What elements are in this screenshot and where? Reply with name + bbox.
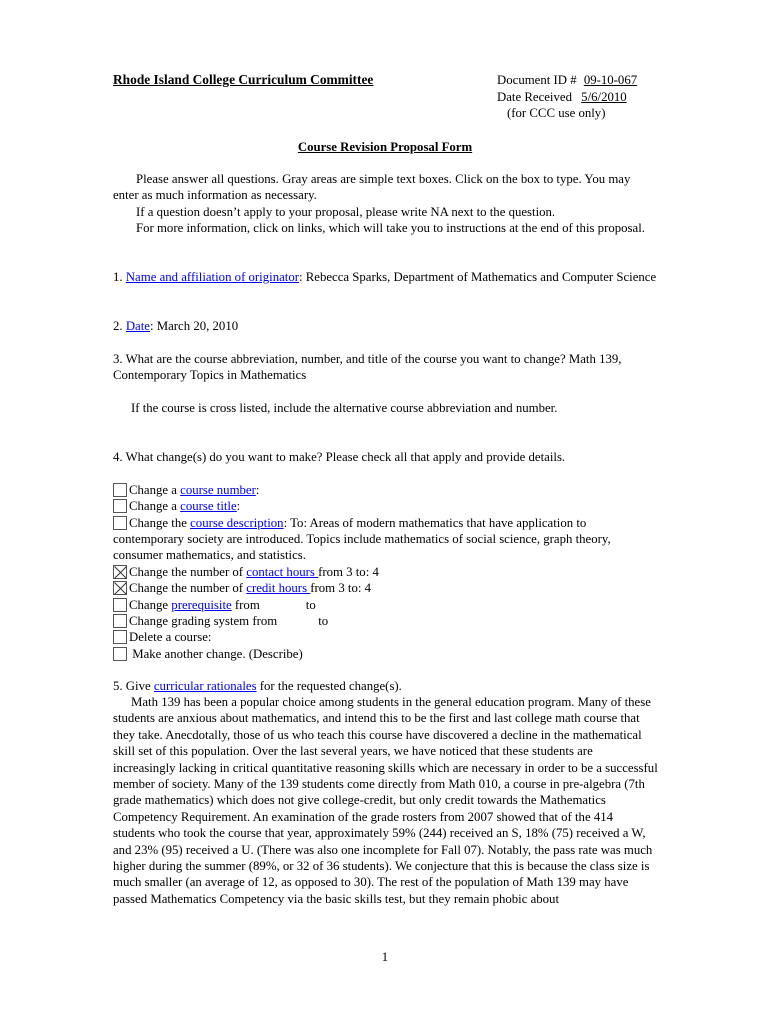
change-contact-hours-row [113,564,673,580]
change-prerequisite-label: Change [129,598,172,612]
ccc-use-note: (for CCC use only) [507,106,606,120]
q5-suffix: for the requested change(s). [256,679,402,693]
course-description-link[interactable]: course description [190,516,284,530]
q2-number: 2. [113,319,123,333]
course-description-continued[interactable]: contemporary society are introduced. Topics include mathematics of social science, graph theory, consumer mathematics, and statistics. [113,532,611,563]
course-number-link[interactable]: course number [180,483,256,497]
intro-instructions: Please answer all questions. Gray areas are simple text boxes. Click on the box to type. You may enter as much information as necessary. [113,172,631,203]
change-contact-hours-label: Change the number of [129,565,247,579]
intro-na-note: If a question doesn’t apply to your proposal, please write NA next to the question. [136,205,556,219]
course-title-link[interactable]: course title [180,499,237,513]
change-contact-hours-checkbox[interactable] [113,565,127,579]
date-answer[interactable]: : March 20, 2010 [149,319,239,333]
change-description-answer[interactable]: : To: Areas of modern mathematics that have application to [283,516,587,530]
date-received-value[interactable]: 5/6/2010 [581,90,627,104]
change-prerequisite-checkbox[interactable] [113,598,127,612]
change-prerequisite-row [113,597,673,613]
change-course-title-row [113,498,673,514]
document-id-label: Document ID # [497,73,577,87]
change-course-description-checkbox[interactable] [113,516,127,530]
document-id-line [497,72,637,88]
question-4: 4. What change(s) do you want to make? Please check all that apply and provide details. [113,450,566,464]
page-number: 1 [381,950,389,964]
change-course-number-checkbox[interactable] [113,483,127,497]
q5-prefix: 5. Give [113,679,154,693]
prerequisite-from-label: from [231,598,260,612]
change-number-label: Change a [129,483,181,497]
rationale-answer[interactable]: Math 139 has been a popular choice among students in the general education program. Many of these students are anxious about mathematics, and intend this to be the first and last college math course that they take. Anecdotally, those of us who teach this course have discovered a decline in the mathematical skill set of this population. Over the last several years, we have noticed that these students are increasingly lacking in critical quantitative reasoning skills which are necessary in order to be a successful member of society. Many of the 139 students come directly from Math 010, a course in pre-algebra (7th grade mathematics) which does not give college-credit, but only credit towards the Mathematics Competency Requirement. An examination of the grade rosters from 2007 showed that of the 414 students who took the course that year, approximately 59% (244) received an S, 18% (75) received a W, and 23% (95) received a U. (There was also one incomplete for Fall 07). Notably, the pass rate was much higher during the summer (89%, or 32 of 36 students). We conjecture that this is because the class size is much smaller (an average of 12, as opposed to 30). The rest of the population of Math 139 may have passed Mathematics Competency via the basic skills test, but they remain phobic about [113,695,658,906]
committee-heading [113,72,373,88]
change-course-number-row [113,482,673,498]
other-change-row [113,646,673,662]
cross-listed-note: If the course is cross listed, include the alternative course abbreviation and number. [131,401,558,415]
credit-hours-answer[interactable]: from 3 to: 4 [310,581,372,595]
change-grading-label: Change grading system from [129,614,278,628]
change-credit-hours-label: Change the number of [129,581,247,595]
change-title-label: Change a [129,499,181,513]
curricular-rationales-link[interactable]: curricular rationales [153,679,257,693]
document-id-value[interactable]: 09-10-067 [583,73,638,87]
change-credit-hours-checkbox[interactable] [113,581,127,595]
other-change-label: Make another change. (Describe) [129,647,303,661]
originator-link[interactable]: Name and affiliation of originator [125,270,299,284]
change-course-description-row [113,515,673,531]
question-5 [113,678,658,694]
date-received-label: Date Received [497,90,572,104]
question-3: 3. What are the course abbreviation, number, and title of the course you want to change? Math 139, Contemporary Topics in Mathematics [113,352,622,383]
change-title-colon: : [236,499,241,513]
contact-hours-link[interactable]: contact hours [246,565,319,579]
prerequisite-link[interactable]: prerequisite [171,598,232,612]
delete-course-row [113,629,673,645]
q1-number: 1. [113,270,123,284]
date-received-line [497,89,627,105]
delete-course-checkbox[interactable] [113,630,127,644]
change-grading-row [113,613,673,629]
change-description-label: Change the [129,516,191,530]
delete-course-label: Delete a course: [129,630,212,644]
committee-name: Rhode Island College Curriculum Committee [113,72,374,87]
other-change-checkbox[interactable] [113,647,127,661]
originator-answer[interactable]: : Rebecca Sparks, Department of Mathematics and Computer Science [299,270,657,284]
question-1 [113,269,658,285]
change-course-title-checkbox[interactable] [113,499,127,513]
prerequisite-to-label: to [305,598,316,612]
question-2 [113,318,658,334]
grading-to-label: to [318,614,329,628]
credit-hours-link[interactable]: credit hours [246,581,311,595]
form-title: Course Revision Proposal Form [297,140,473,154]
contact-hours-answer[interactable]: from 3 to: 4 [318,565,379,579]
change-number-colon: : [255,483,260,497]
date-link[interactable]: Date [125,319,150,333]
change-grading-checkbox[interactable] [113,614,127,628]
intro-links-note: For more information, click on links, which will take you to instructions at the end of this proposal. [136,221,645,235]
change-credit-hours-row [113,580,673,596]
